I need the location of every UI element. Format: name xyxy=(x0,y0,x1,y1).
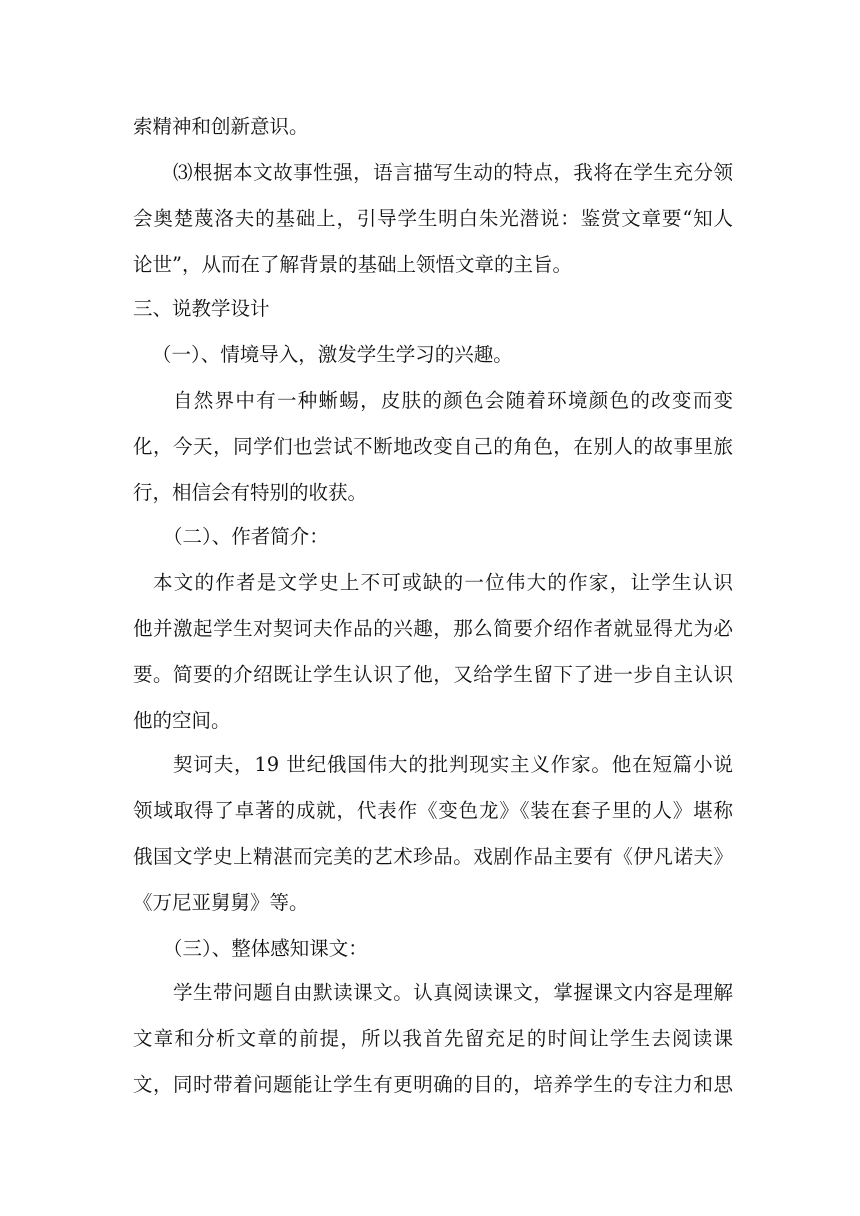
subsection-heading: （三）、整体感知课文： xyxy=(163,937,368,960)
text-line: 会奥楚蔑洛夫的基础上，引导学生明白朱光潜说：鉴赏文章要“知人 xyxy=(133,207,733,230)
text-line: 俄国文学史上精湛而完美的艺术珍品。戏剧作品主要有《伊凡诺夫》 xyxy=(133,845,733,868)
text-line: 学生带问题自由默读课文。认真阅读课文，掌握课文内容是理解 xyxy=(173,981,733,1004)
subsection-heading: （二）、作者简介： xyxy=(163,525,329,548)
text-line: 契诃夫，19 世纪俄国伟大的批判现实主义作家。他在短篇小说 xyxy=(173,753,733,776)
section-heading: 三、说教学设计 xyxy=(133,297,270,320)
text-line: 要。简要的介绍既让学生认识了他，又给学生留下了进一步自主认识 xyxy=(133,663,733,686)
text-line: 化，今天，同学们也尝试不断地改变自己的角色，在别人的故事里旅 xyxy=(133,435,733,458)
text-line: ⑶根据本文故事性强，语言描写生动的特点，我将在学生充分领 xyxy=(173,161,733,184)
text-line: 《万尼亚舅舅》等。 xyxy=(133,891,309,914)
text-line: 他的空间。 xyxy=(133,709,231,732)
text-line: 索精神和创新意识。 xyxy=(133,115,309,138)
text-line: 自然界中有一种蜥蜴，皮肤的颜色会随着环境颜色的改变而变 xyxy=(173,389,733,412)
text-line: 文章和分析文章的前提，所以我首先留充足的时间让学生去阅读课 xyxy=(133,1027,733,1050)
text-line: 领域取得了卓著的成就，代表作《变色龙》《装在套子里的人》堪称 xyxy=(133,799,733,822)
text-line: 文，同时带着问题能让学生有更明确的目的，培养学生的专注力和思 xyxy=(133,1073,733,1096)
text-line: 论世”，从而在了解背景的基础上领悟文章的主旨。 xyxy=(133,253,572,276)
text-line: 他并激起学生对契诃夫作品的兴趣，那么简要介绍作者就显得尤为必 xyxy=(133,617,733,640)
text-line: 行，相信会有特别的收获。 xyxy=(133,481,368,504)
subsection-heading: （一）、情境导入，激发学生学习的兴趣。 xyxy=(152,343,513,366)
text-line: 本文的作者是文学史上不可或缺的一位伟大的作家，让学生认识 xyxy=(153,571,733,594)
